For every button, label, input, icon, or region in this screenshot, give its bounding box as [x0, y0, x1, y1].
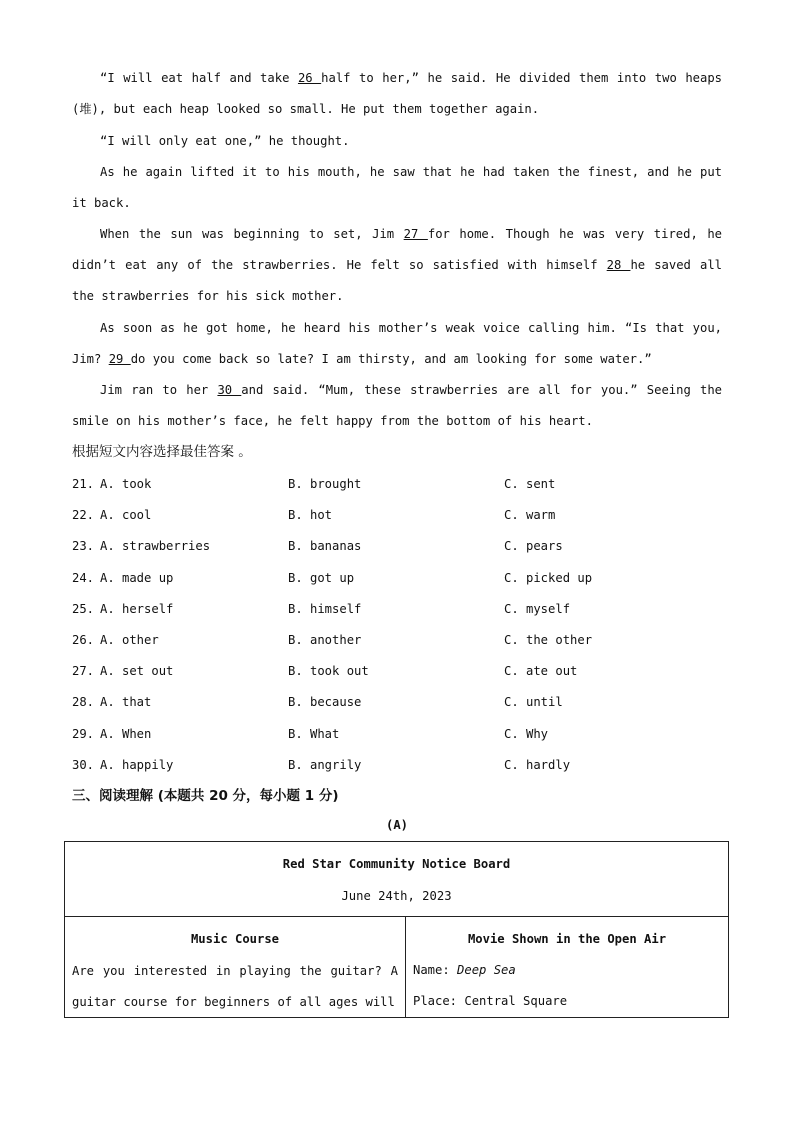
passage-label: (A): [385, 818, 408, 832]
text: “I will eat half and take: [100, 71, 298, 85]
option-b: B. bananas: [288, 539, 362, 553]
notice-board-header: [65, 842, 728, 917]
music-course-cell: [65, 917, 406, 1017]
option-a: A. When: [100, 727, 152, 741]
passage-paragraph: [72, 219, 722, 313]
question-number: 23.: [72, 539, 95, 553]
blank-27: 27: [403, 227, 428, 241]
option-a: A. cool: [100, 508, 152, 522]
option-b: B. What: [288, 727, 340, 741]
option-row: [72, 477, 722, 497]
notice-board-title: Red Star Community Notice Board: [282, 857, 511, 871]
option-c: C. picked up: [504, 571, 593, 585]
option-row: [72, 602, 722, 622]
option-c: C. sent: [504, 477, 556, 491]
movie-name-label: Name:: [413, 963, 458, 977]
question-number: 22.: [72, 508, 95, 522]
movie-name-value: Deep Sea: [457, 963, 516, 977]
option-a: A. strawberries: [100, 539, 211, 553]
section-title: 三、阅读理解 (本题共 20 分，每小题 1 分): [72, 788, 339, 804]
notice-board-table: [64, 841, 729, 1018]
option-row: [72, 633, 722, 653]
option-b: B. got up: [288, 571, 355, 585]
blank-29: 29: [108, 352, 131, 367]
text: for home. Though he was very tired, he didn’t eat any of the strawberries. He felt so satisfied with himself: [72, 227, 722, 273]
text: half to her,” he said. He divided them into two heaps (堆), but each heap looked so small. He put them together again.: [72, 71, 723, 117]
movie-place: Place: Central Square: [413, 994, 568, 1008]
music-course-title: Music Course: [190, 932, 280, 946]
option-c: C. pears: [504, 539, 563, 553]
option-b: B. took out: [288, 664, 369, 678]
movie-title: Movie Shown in the Open Air: [467, 932, 667, 946]
question-number: 28.: [72, 695, 95, 709]
option-a: A. set out: [100, 664, 174, 678]
blank-30: 30: [217, 383, 242, 397]
option-a: A. herself: [100, 602, 174, 616]
text: Jim ran to her: [100, 383, 218, 397]
question-number: 25.: [72, 602, 95, 616]
option-b: B. angrily: [288, 758, 362, 772]
movie-cell: [406, 917, 728, 1017]
music-course-text: Are you interested in playing the guitar? A guitar course for beginners of all ages will: [72, 964, 398, 1009]
instruction-text: 根据短文内容选择最佳答案 。: [72, 444, 252, 460]
option-a: A. made up: [100, 571, 174, 585]
option-c: C. the other: [504, 633, 593, 647]
question-number: 24.: [72, 571, 95, 585]
question-number: 26.: [72, 633, 95, 647]
option-row: [72, 571, 722, 591]
blank-28: 28: [606, 258, 631, 273]
option-b: B. because: [288, 695, 362, 709]
option-row: [72, 508, 722, 528]
passage-paragraph: “I will only eat one,” he thought.: [100, 134, 350, 148]
notice-board-date: June 24th, 2023: [341, 889, 452, 903]
option-b: B. brought: [288, 477, 362, 491]
question-number: 21.: [72, 477, 95, 491]
option-a: A. happily: [100, 758, 174, 772]
option-row: [72, 695, 722, 715]
option-c: C. ate out: [504, 664, 578, 678]
option-c: C. hardly: [504, 758, 571, 772]
question-number: 29.: [72, 727, 95, 741]
text: and said. “Mum, these strawberries are all for you.” Seeing the smile on his mother’s face, he felt happy from the bottom of his heart.: [72, 383, 722, 429]
text: As soon as he got home, he heard his mother’s weak voice calling him. “Is that you, Jim?: [72, 321, 722, 367]
option-b: B. hot: [288, 508, 333, 522]
option-c: C. until: [504, 695, 563, 709]
text: he saved all the strawberries for his sick mother.: [72, 258, 722, 304]
option-row: [72, 664, 722, 684]
question-number: 30.: [72, 758, 95, 772]
text: do you come back so late? I am thirsty, and am looking for some water.”: [130, 352, 652, 367]
option-row: [72, 727, 722, 747]
option-row: [72, 758, 722, 778]
blank-26: 26: [297, 71, 322, 85]
question-number: 27.: [72, 664, 95, 678]
option-b: B. another: [288, 633, 362, 647]
movie-name: [413, 963, 516, 977]
text: When the sun was beginning to set, Jim: [100, 227, 404, 241]
passage-paragraph: As he again lifted it to his mouth, he saw that he had taken the finest, and he put it back.: [72, 165, 722, 211]
option-row: [72, 539, 722, 559]
option-a: A. took: [100, 477, 152, 491]
option-a: A. other: [100, 633, 159, 647]
option-c: C. Why: [504, 727, 549, 741]
option-a: A. that: [100, 695, 152, 709]
option-c: C. myself: [504, 602, 571, 616]
option-b: B. himself: [288, 602, 362, 616]
passage-paragraph: [72, 375, 722, 437]
passage-paragraph: [72, 313, 722, 375]
option-c: C. warm: [504, 508, 556, 522]
passage-paragraph: [72, 63, 722, 125]
